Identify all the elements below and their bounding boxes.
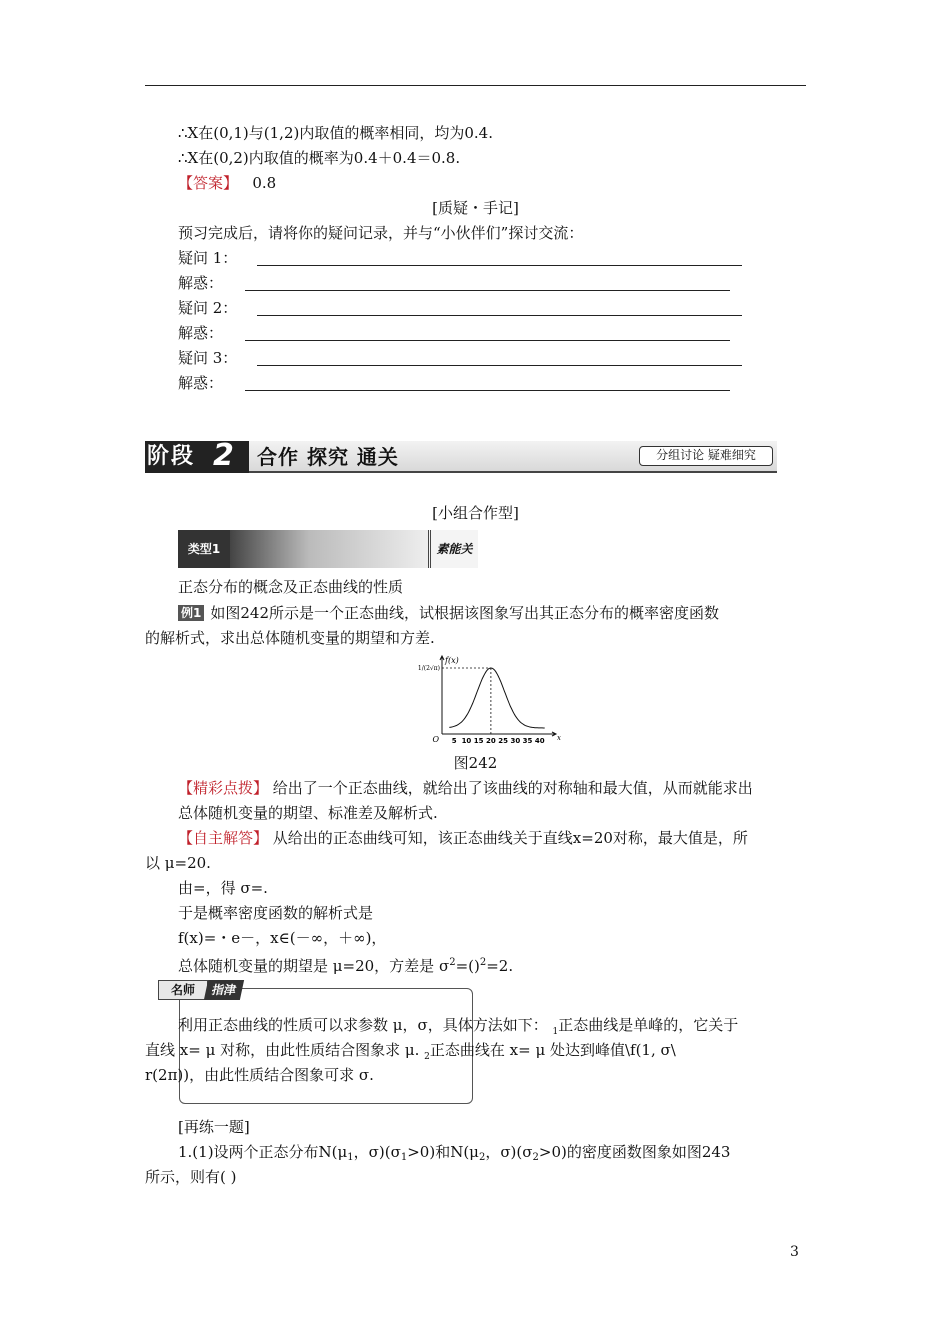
analysis-label: 【精彩点拨】 xyxy=(178,779,269,797)
tip-marker: 2 xyxy=(424,1052,430,1062)
type-bar-gradient xyxy=(230,530,428,568)
practice-text: 1.(1)设两个正态分布N(μ xyxy=(178,1143,348,1161)
x-tick-label: 30 xyxy=(510,737,521,745)
tip-text: 直线 x= μ 对称，由此性质结合图象求 μ. xyxy=(145,1041,420,1059)
page-number: 3 xyxy=(790,1244,799,1260)
figure-caption: 图242 xyxy=(453,754,498,772)
answer-3-blank[interactable] xyxy=(245,390,730,391)
answer-value: 0.8 xyxy=(252,174,277,192)
practice-text: >0)的密度函数图象如图243 xyxy=(538,1143,731,1161)
example-badge: 例1 xyxy=(178,605,204,621)
solution-line-1 xyxy=(178,828,748,848)
x-tick-label: 20 xyxy=(486,737,496,745)
stage-label: 阶段 xyxy=(147,444,196,469)
solution-text: =() xyxy=(455,957,480,975)
banner-title: 合作 探究 通关 xyxy=(257,445,399,469)
x-tick-label: 5 xyxy=(451,737,457,745)
topic-title: 正态分布的概念及正态曲线的性质 xyxy=(178,578,404,596)
normal-curve-chart xyxy=(418,652,564,748)
question-1-label: 疑问 1： xyxy=(178,249,238,267)
origin-label: O xyxy=(432,735,439,744)
text-line: ∴X在(0,1)与(1,2)内取值的概率相同，均为0.4. xyxy=(178,124,493,142)
example-line-2: 的解析式，求出总体随机变量的期望和方差. xyxy=(145,629,435,647)
practice-line-2: 所示，则有( ) xyxy=(145,1168,237,1186)
answer-line xyxy=(178,173,276,193)
tip-line-2 xyxy=(145,1040,676,1067)
practice-text: >0)和N(μ xyxy=(407,1143,479,1161)
notes-heading: [质疑・手记] xyxy=(432,199,519,217)
tip-line-3: r(2π))，由此性质结合图象可求 σ. xyxy=(145,1066,374,1084)
solution-text: 总体随机变量的期望是 μ=20，方差是 σ xyxy=(178,957,450,975)
practice-heading: [再练一题] xyxy=(178,1118,250,1136)
x-tick-label: 35 xyxy=(522,737,533,745)
analysis-text: 给出了一个正态曲线，就给出了该曲线的对称轴和最大值，从而就能求出 xyxy=(272,779,753,797)
subscript: 2 xyxy=(478,1152,486,1163)
banner-tag: 分组讨论 疑难细究 xyxy=(639,446,773,466)
analysis-line-2: 总体随机变量的期望、标准差及解析式. xyxy=(178,804,438,822)
solution-text: 从给出的正态曲线可知，该正态曲线关于直线x=20对称，最大值是，所 xyxy=(272,829,748,847)
x-tick-label: 40 xyxy=(534,737,545,745)
question-3-label: 疑问 3： xyxy=(178,349,238,367)
tip-text: 利用正态曲线的性质可以求参数 μ，σ，具体方法如下： xyxy=(178,1016,548,1034)
solution-line-5: f(x)=・e－，x∈(－∞，＋∞)， xyxy=(178,929,387,947)
solution-line-4: 于是概率密度函数的解析式是 xyxy=(178,904,374,922)
notes-intro: 预习完成后，请将你的疑问记录，并与“小伙伴们”探讨交流： xyxy=(178,224,584,242)
answer-1-blank[interactable] xyxy=(245,290,730,291)
stage-banner xyxy=(145,438,777,473)
header-rule xyxy=(145,85,806,86)
example-text: 如图242所示是一个正态曲线，试根据该图象写出其正态分布的概率密度函数 xyxy=(210,604,719,622)
superscript: 2 xyxy=(449,957,456,968)
answer-label: 【答案】 xyxy=(178,174,239,192)
question-3-blank[interactable] xyxy=(257,365,742,366)
tip-marker: 1 xyxy=(552,1027,559,1037)
teacher-tip-label-b: 指津 xyxy=(204,980,244,1000)
x-tick-label: 10 xyxy=(461,737,472,745)
x-tick-label: 15 xyxy=(473,737,484,745)
solution-line-6 xyxy=(178,953,513,976)
subscript: 1 xyxy=(400,1152,408,1163)
question-1-blank[interactable] xyxy=(257,265,742,266)
subscript: 2 xyxy=(532,1152,539,1163)
superscript: 2 xyxy=(479,957,487,968)
x-axis-label: x xyxy=(557,734,561,742)
stage-number: 2 xyxy=(213,438,234,473)
example-line-1 xyxy=(178,603,719,623)
tip-line-1 xyxy=(178,1015,738,1042)
solution-text: =2. xyxy=(486,957,514,975)
subscript: 1 xyxy=(347,1152,354,1163)
teacher-tip-label-a: 名师 xyxy=(158,980,208,1000)
tip-text: 正态曲线在 x= μ 处达到峰值\f(1, σ\ xyxy=(429,1041,676,1059)
analysis-line-1 xyxy=(178,778,753,798)
solution-line-3: 由=，得 σ=. xyxy=(178,879,268,897)
answer-3-label: 解惑： xyxy=(178,374,224,392)
practice-text: ，σ)(σ xyxy=(485,1143,533,1161)
tip-text: 正态曲线是单峰的，它关于 xyxy=(558,1016,739,1034)
type-label: 类型1 xyxy=(178,530,230,568)
question-2-label: 疑问 2： xyxy=(178,299,238,317)
answer-2-label: 解惑： xyxy=(178,324,224,342)
type-bar xyxy=(178,530,478,568)
density-curve xyxy=(449,668,544,728)
group-heading: [小组合作型] xyxy=(432,504,519,522)
teacher-tip-label xyxy=(158,980,242,1000)
text-line: ∴X在(0,2)内取值的概率为0.4＋0.4＝0.8. xyxy=(178,149,461,167)
y-tick-label: 1/(2√π) xyxy=(418,665,440,672)
y-axis-label: f(x) xyxy=(445,656,459,665)
type-bar-right: 素能关 xyxy=(428,530,478,568)
solution-line-2: 以 μ=20. xyxy=(145,854,211,872)
practice-line-1 xyxy=(178,1142,730,1168)
question-2-blank[interactable] xyxy=(257,315,742,316)
answer-1-label: 解惑： xyxy=(178,274,224,292)
stage-block xyxy=(145,438,249,473)
solution-label: 【自主解答】 xyxy=(178,829,269,847)
practice-text: ，σ)(σ xyxy=(353,1143,401,1161)
x-tick-label: 25 xyxy=(498,737,508,745)
answer-2-blank[interactable] xyxy=(245,340,730,341)
